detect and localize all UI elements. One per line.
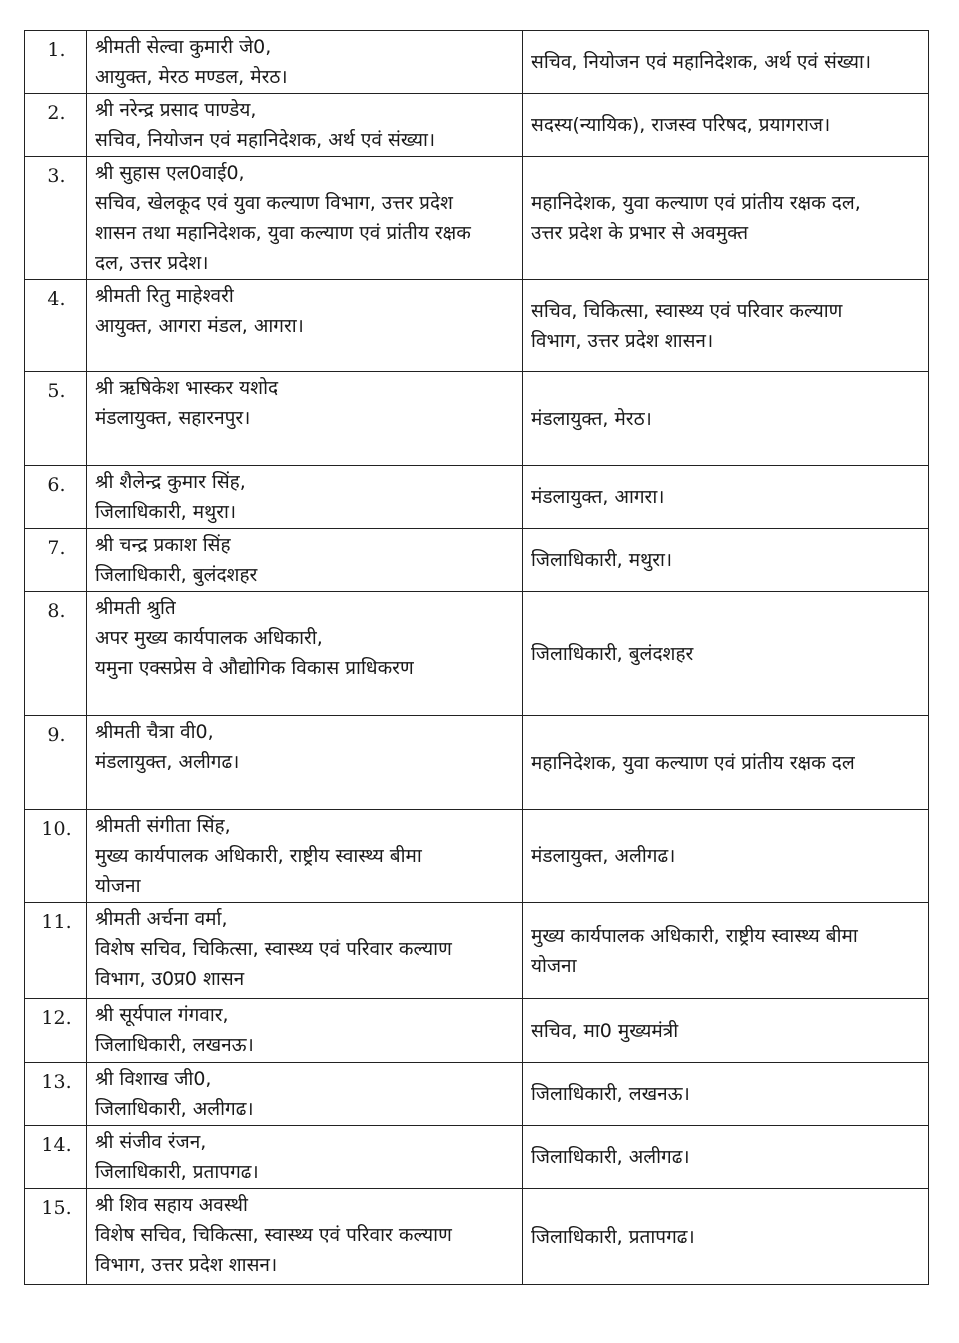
new-posting-cell bbox=[523, 94, 929, 157]
officer-current-post-cell bbox=[87, 372, 523, 466]
current-post-line: सचिव, खेलकूद एवं युवा कल्याण विभाग, उत्तर प्रदेश bbox=[95, 192, 453, 214]
officer-current-post-cell bbox=[87, 592, 523, 716]
table-row bbox=[25, 592, 929, 716]
current-post-line: जिलाधिकारी, बुलंदशहर bbox=[95, 564, 258, 586]
serial-number: 8. bbox=[25, 592, 87, 716]
new-posting-line: मंडलायुक्त, आगरा। bbox=[531, 486, 665, 508]
table-row bbox=[25, 466, 929, 529]
officer-name: श्रीमती सेल्वा कुमारी जे0, bbox=[95, 36, 272, 58]
officer-current-post-cell bbox=[87, 1126, 523, 1189]
transfer-order-page bbox=[24, 30, 928, 1285]
officer-current-post-cell bbox=[87, 1189, 523, 1285]
table-row bbox=[25, 31, 929, 94]
current-post-line: विभाग, उ0प्र0 शासन bbox=[95, 968, 245, 990]
officer-current-post-cell bbox=[87, 716, 523, 810]
table-row bbox=[25, 1063, 929, 1126]
current-post-line: विभाग, उत्तर प्रदेश शासन। bbox=[95, 1254, 278, 1276]
new-posting-cell bbox=[523, 157, 929, 280]
officer-name: श्री नरेन्द्र प्रसाद पाण्डेय, bbox=[95, 99, 257, 121]
current-post-line: आयुक्त, आगरा मंडल, आगरा। bbox=[95, 315, 304, 337]
new-posting-line: महानिदेशक, युवा कल्याण एवं प्रांतीय रक्षक दल bbox=[531, 751, 855, 774]
officer-current-post-cell bbox=[87, 1063, 523, 1126]
current-post-line: शासन तथा महानिदेशक, युवा कल्याण एवं प्रांतीय रक्षक bbox=[95, 222, 471, 244]
serial-number: 5. bbox=[25, 372, 87, 466]
serial-number: 14. bbox=[25, 1126, 87, 1189]
officer-name: श्रीमती संगीता सिंह, bbox=[95, 815, 231, 837]
new-posting-cell bbox=[523, 466, 929, 529]
officer-current-post-cell bbox=[87, 999, 523, 1063]
new-posting-cell bbox=[523, 280, 929, 372]
new-posting-line: सचिव, मा0 मुख्यमंत्री bbox=[531, 1019, 679, 1042]
current-post-line: विशेष सचिव, चिकित्सा, स्वास्थ्य एवं परिवार कल्याण bbox=[95, 1224, 452, 1246]
officer-name: श्रीमती अर्चना वर्मा, bbox=[95, 908, 228, 930]
officer-name: श्री शैलेन्द्र कुमार सिंह, bbox=[95, 471, 246, 493]
table-row bbox=[25, 94, 929, 157]
new-posting-line: सचिव, चिकित्सा, स्वास्थ्य एवं परिवार कल्याण bbox=[531, 299, 843, 322]
new-posting-cell bbox=[523, 810, 929, 903]
officer-name: श्रीमती रितु माहेश्वरी bbox=[95, 285, 234, 307]
current-post-line: अपर मुख्य कार्यपालक अधिकारी, bbox=[95, 627, 323, 649]
serial-number: 4. bbox=[25, 280, 87, 372]
officer-current-post-cell bbox=[87, 31, 523, 94]
new-posting-cell bbox=[523, 592, 929, 716]
officer-current-post-cell bbox=[87, 280, 523, 372]
serial-number: 15. bbox=[25, 1189, 87, 1285]
new-posting-cell bbox=[523, 1063, 929, 1126]
serial-number: 1. bbox=[25, 31, 87, 94]
table-row bbox=[25, 280, 929, 372]
officer-name: श्री ऋषिकेश भास्कर यशोद bbox=[95, 377, 279, 399]
new-posting-line: जिलाधिकारी, बुलंदशहर bbox=[531, 642, 694, 665]
new-posting-line: मंडलायुक्त, मेरठ। bbox=[531, 407, 652, 430]
current-post-line: जिलाधिकारी, अलीगढ। bbox=[95, 1098, 254, 1120]
officer-name: श्री संजीव रंजन, bbox=[95, 1131, 207, 1153]
new-posting-cell bbox=[523, 529, 929, 592]
serial-number: 13. bbox=[25, 1063, 87, 1126]
current-post-line: यमुना एक्सप्रेस वे औद्योगिक विकास प्राधिकरण bbox=[95, 657, 414, 679]
new-posting-line: जिलाधिकारी, मथुरा। bbox=[531, 549, 673, 571]
current-post-line: जिलाधिकारी, प्रतापगढ। bbox=[95, 1161, 259, 1183]
transfer-table bbox=[24, 30, 929, 1285]
new-posting-line: सदस्य(न्यायिक), राजस्व परिषद, प्रयागराज। bbox=[531, 114, 831, 136]
new-posting-cell bbox=[523, 1189, 929, 1285]
officer-current-post-cell bbox=[87, 157, 523, 280]
new-posting-line: मंडलायुक्त, अलीगढ। bbox=[531, 845, 676, 867]
officer-name: श्री सुहास एल0वाई0, bbox=[95, 162, 245, 184]
table-row bbox=[25, 1189, 929, 1285]
serial-number: 12. bbox=[25, 999, 87, 1063]
new-posting-cell bbox=[523, 31, 929, 94]
current-post-line: आयुक्त, मेरठ मण्डल, मेरठ। bbox=[95, 66, 288, 88]
officer-current-post-cell bbox=[87, 810, 523, 903]
current-post-line: विशेष सचिव, चिकित्सा, स्वास्थ्य एवं परिवार कल्याण bbox=[95, 938, 452, 960]
table-row bbox=[25, 716, 929, 810]
table-row bbox=[25, 1126, 929, 1189]
table-row bbox=[25, 157, 929, 280]
officer-current-post-cell bbox=[87, 529, 523, 592]
new-posting-cell bbox=[523, 903, 929, 999]
new-posting-cell bbox=[523, 372, 929, 466]
current-post-line: सचिव, नियोजन एवं महानिदेशक, अर्थ एवं संख्या। bbox=[95, 129, 436, 151]
current-post-line: मुख्य कार्यपालक अधिकारी, राष्ट्रीय स्वास्थ्य बीमा bbox=[95, 845, 422, 867]
officer-name: श्री सूर्यपाल गंगवार, bbox=[95, 1004, 229, 1026]
serial-number: 7. bbox=[25, 529, 87, 592]
new-posting-line: महानिदेशक, युवा कल्याण एवं प्रांतीय रक्षक दल, bbox=[531, 192, 861, 214]
current-post-line: दल, उत्तर प्रदेश। bbox=[95, 252, 209, 274]
new-posting-line: उत्तर प्रदेश के प्रभार से अवमुक्त bbox=[531, 222, 749, 244]
officer-name: श्री विशाख जी0, bbox=[95, 1068, 212, 1090]
transfer-table-body bbox=[25, 31, 929, 1285]
new-posting-line: जिलाधिकारी, प्रतापगढ। bbox=[531, 1225, 695, 1248]
officer-name: श्रीमती चैत्रा वी0, bbox=[95, 721, 214, 743]
new-posting-line: सचिव, नियोजन एवं महानिदेशक, अर्थ एवं संख्या। bbox=[531, 51, 872, 73]
officer-name: श्री शिव सहाय अवस्थी bbox=[95, 1194, 248, 1216]
new-posting-line: योजना bbox=[531, 954, 577, 977]
current-post-line: योजना bbox=[95, 875, 141, 897]
officer-current-post-cell bbox=[87, 903, 523, 999]
new-posting-line: विभाग, उत्तर प्रदेश शासन। bbox=[531, 329, 714, 352]
officer-current-post-cell bbox=[87, 466, 523, 529]
table-row bbox=[25, 999, 929, 1063]
current-post-line: जिलाधिकारी, मथुरा। bbox=[95, 501, 237, 523]
table-row bbox=[25, 529, 929, 592]
current-post-line: मंडलायुक्त, अलीगढ। bbox=[95, 751, 240, 773]
new-posting-line: जिलाधिकारी, अलीगढ। bbox=[531, 1146, 690, 1168]
serial-number: 11. bbox=[25, 903, 87, 999]
serial-number: 3. bbox=[25, 157, 87, 280]
new-posting-cell bbox=[523, 1126, 929, 1189]
serial-number: 9. bbox=[25, 716, 87, 810]
officer-name: श्री चन्द्र प्रकाश सिंह bbox=[95, 534, 231, 556]
table-row bbox=[25, 372, 929, 466]
new-posting-cell bbox=[523, 716, 929, 810]
officer-name: श्रीमती श्रुति bbox=[95, 597, 176, 619]
new-posting-line: मुख्य कार्यपालक अधिकारी, राष्ट्रीय स्वास्थ्य बीमा bbox=[531, 924, 858, 947]
current-post-line: जिलाधिकारी, लखनऊ। bbox=[95, 1034, 254, 1056]
serial-number: 10. bbox=[25, 810, 87, 903]
officer-current-post-cell bbox=[87, 94, 523, 157]
serial-number: 2. bbox=[25, 94, 87, 157]
new-posting-line: जिलाधिकारी, लखनऊ। bbox=[531, 1083, 690, 1105]
new-posting-cell bbox=[523, 999, 929, 1063]
table-row bbox=[25, 810, 929, 903]
current-post-line: मंडलायुक्त, सहारनपुर। bbox=[95, 407, 251, 429]
table-row bbox=[25, 903, 929, 999]
serial-number: 6. bbox=[25, 466, 87, 529]
